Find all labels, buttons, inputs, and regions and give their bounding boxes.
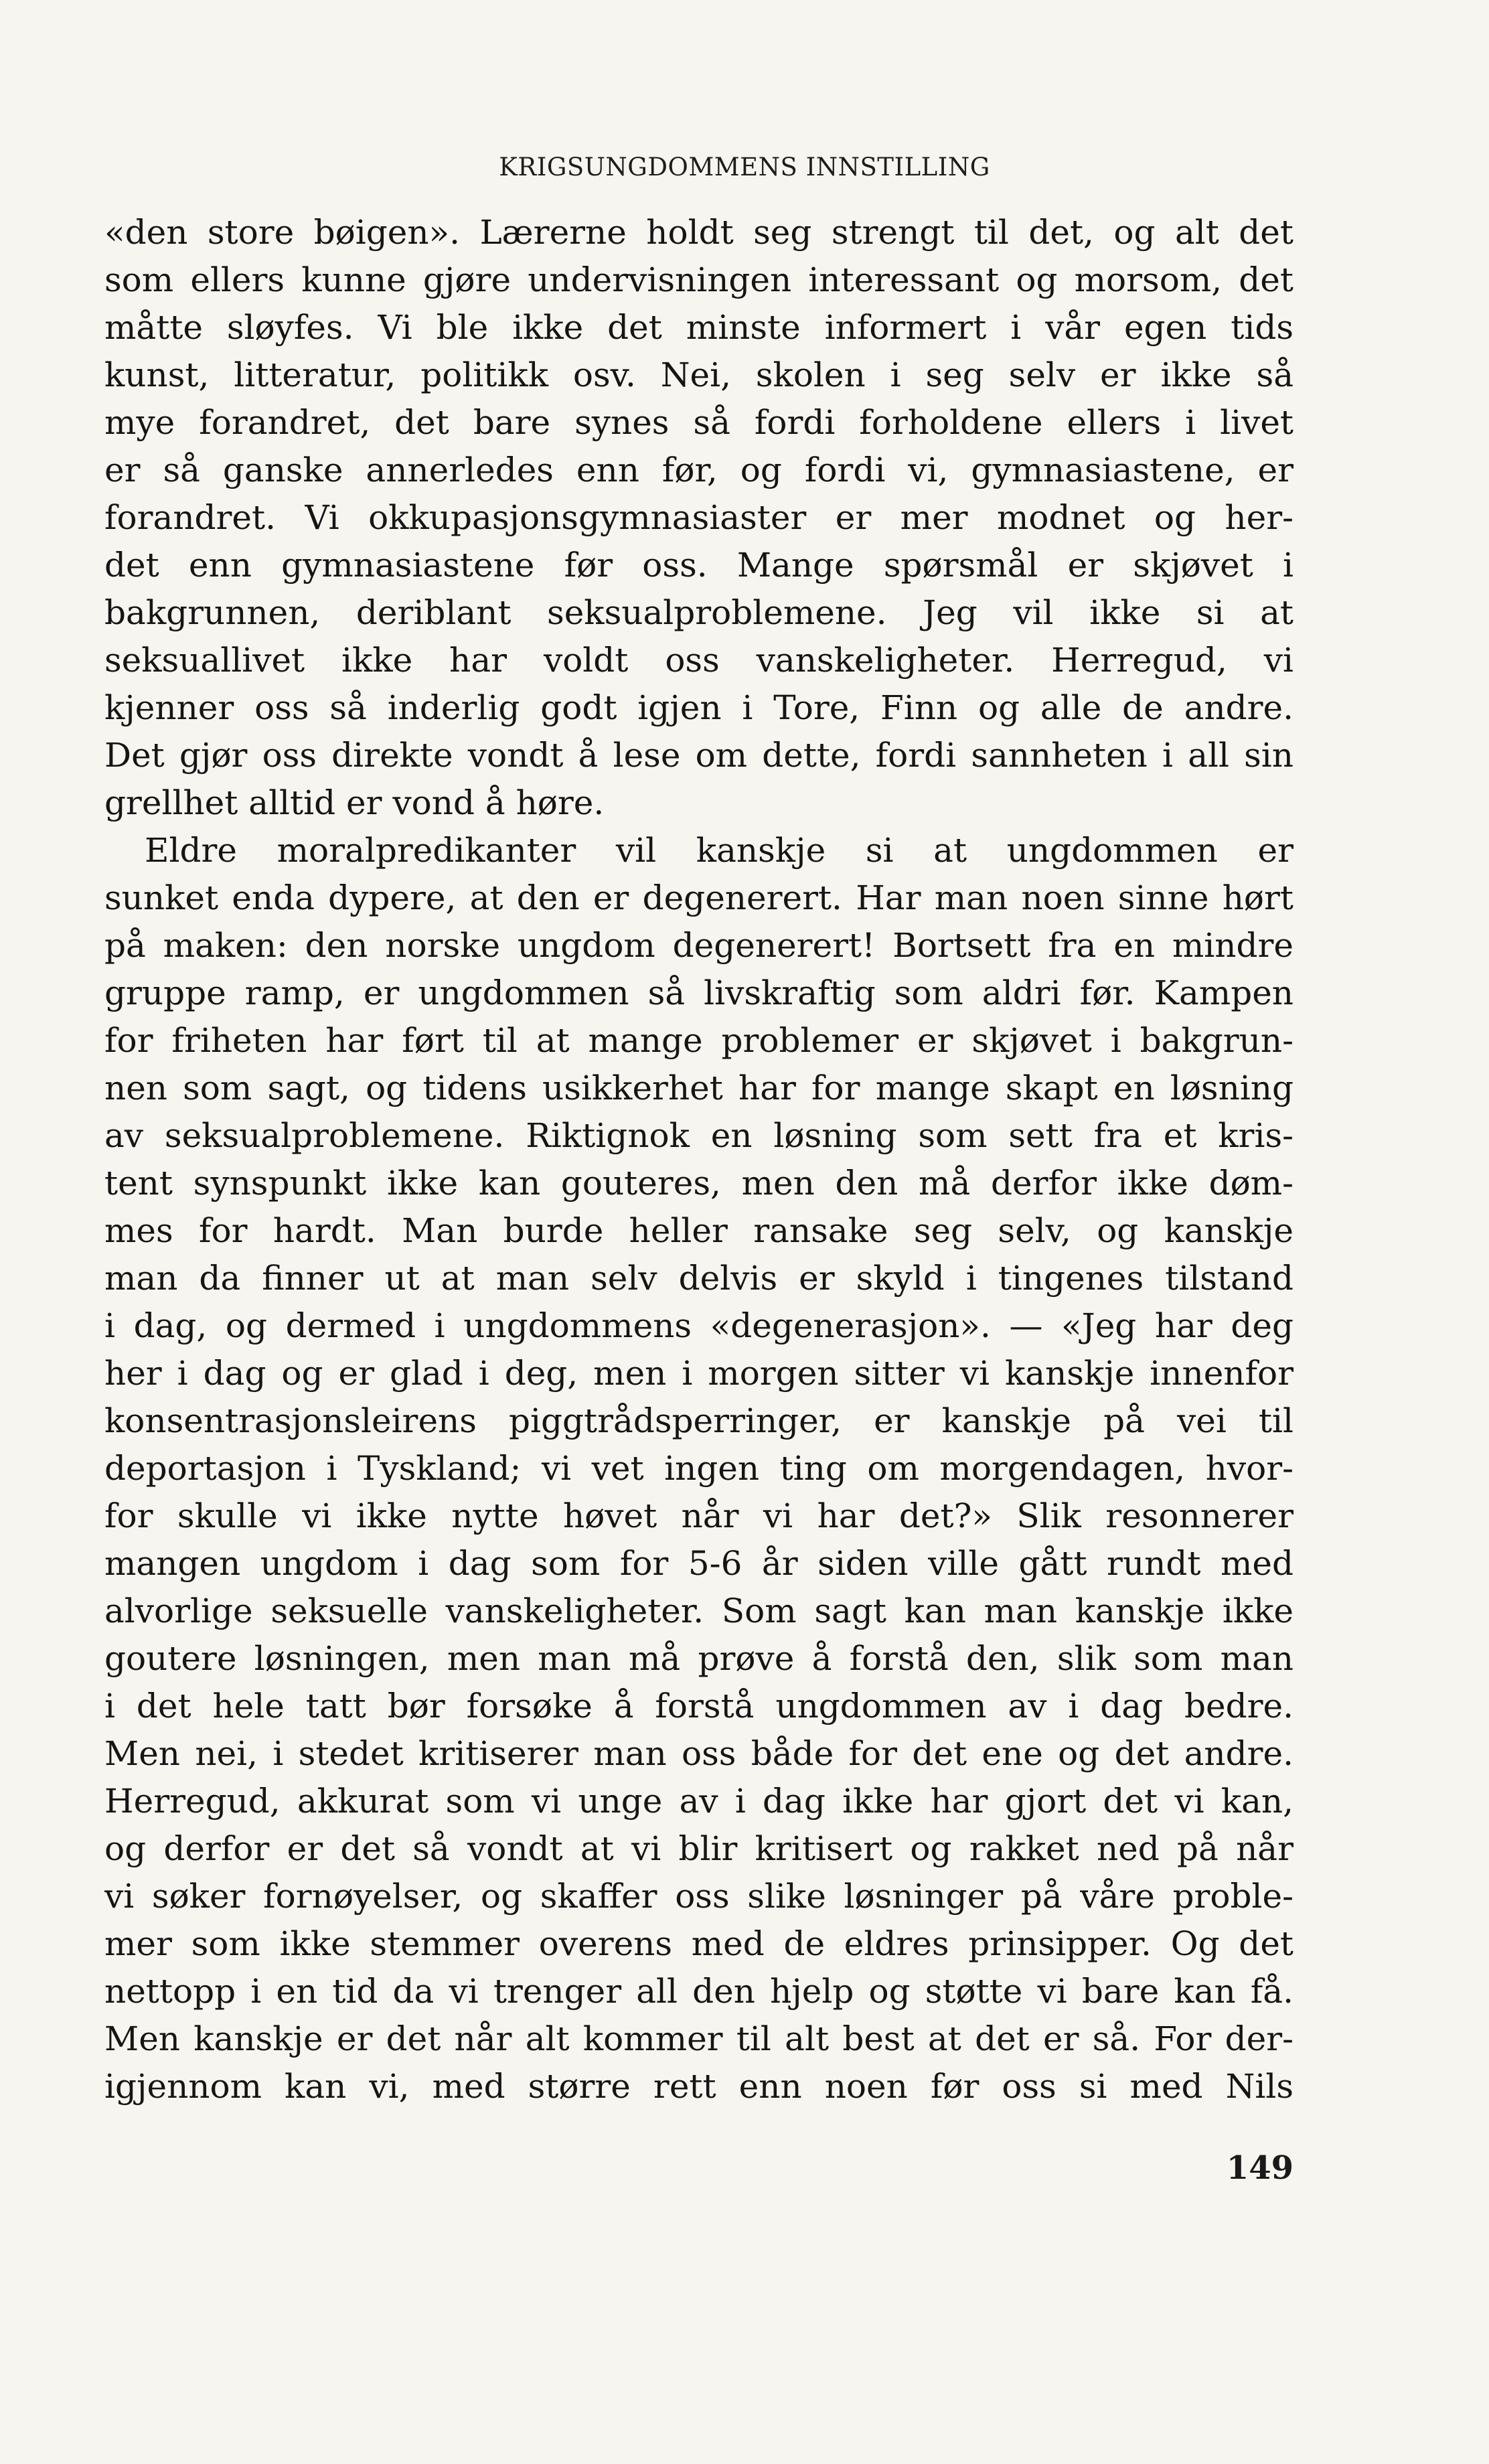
text-line: Eldre moralpredikanter vil kanskje si at ungdommen er — [145, 831, 1294, 870]
paragraph-1 — [104, 209, 1294, 827]
text-line: deportasjon i Tyskland; vi vet ingen ting om morgendagen, hvor- — [104, 1449, 1294, 1488]
text-line: for skulle vi ikke nytte høvet når vi har det?» Slik resonnerer — [104, 1496, 1294, 1535]
text-line: på maken: den norske ungdom degenerert! Bortsett fra en mindre — [104, 926, 1294, 965]
text-line: og derfor er det så vondt at vi blir kritisert og rakket ned på når — [104, 1829, 1294, 1868]
text-line: som ellers kunne gjøre undervisningen interessant og morsom, det — [104, 260, 1294, 299]
text-line: alvorlige seksuelle vanskeligheter. Som sagt kan man kanskje ikke — [104, 1592, 1294, 1630]
text-line: i det hele tatt bør forsøke å forstå ungdommen av i dag bedre. — [104, 1687, 1294, 1725]
running-head: KRIGSUNGDOMMENS INNSTILLING — [499, 153, 990, 181]
text-line: bakgrunnen, deriblant seksualproblemene. Jeg vil ikke si at — [104, 593, 1294, 632]
text-line: sunket enda dypere, at den er degenerert. Har man noen sinne hørt — [104, 878, 1294, 917]
text-line: det enn gymnasiastene før oss. Mange spørsmål er skjøvet i — [104, 546, 1294, 585]
text-line: tent synspunkt ikke kan gouteres, men den må derfor ikke døm- — [104, 1164, 1294, 1203]
text-line: konsentrasjonsleirens piggtrådsperringer, er kanskje på vei til — [104, 1401, 1294, 1440]
text-line: mye forandret, det bare synes så fordi forholdene ellers i livet — [104, 403, 1294, 442]
paragraph-2 — [104, 827, 1294, 2110]
text-line: grellhet alltid er vond å høre. — [104, 783, 605, 822]
text-line: kunst, litteratur, politikk osv. Nei, skolen i seg selv er ikke så — [104, 356, 1294, 394]
text-line: mes for hardt. Man burde heller ransake seg selv, og kanskje — [104, 1211, 1294, 1250]
text-line: seksuallivet ikke har voldt oss vanskeligheter. Herregud, vi — [104, 641, 1294, 680]
text-line: mer som ikke stemmer overens med de eldres prinsipper. Og det — [104, 1924, 1294, 1963]
text-line: «den store bøigen». Lærerne holdt seg strengt til det, og alt det — [104, 213, 1294, 252]
text-line: i dag, og dermed i ungdommens «degenerasjon». — «Jeg har deg — [104, 1306, 1294, 1345]
text-line: vi søker fornøyelser, og skaffer oss slike løsninger på våre proble- — [104, 1877, 1294, 1916]
text-line: er så ganske annerledes enn før, og fordi vi, gymnasiastene, er — [104, 451, 1294, 489]
text-line: mangen ungdom i dag som for 5-6 år siden ville gått rundt med — [104, 1544, 1294, 1583]
text-line: forandret. Vi okkupasjonsgymnasiaster er mer modnet og her- — [104, 498, 1294, 537]
text-line: Men nei, i stedet kritiserer man oss både for det ene og det andre. — [104, 1734, 1294, 1773]
text-line: Herregud, akkurat som vi unge av i dag ikke har gjort det vi kan, — [104, 1782, 1294, 1821]
text-line: Det gjør oss direkte vondt å lese om dette, fordi sannheten i all sin — [104, 736, 1294, 775]
text-line: kjenner oss så inderlig godt igjen i Tore, Finn og alle de andre. — [104, 688, 1294, 727]
text-line: man da finner ut at man selv delvis er skyld i tingenes tilstand — [104, 1259, 1294, 1298]
text-line: måtte sløyfes. Vi ble ikke det minste informert i vår egen tids — [104, 308, 1294, 347]
body-text — [104, 209, 1294, 2110]
page-number: 149 — [1226, 2149, 1294, 2187]
text-line: for friheten har ført til at mange problemer er skjøvet i bakgrun- — [104, 1021, 1294, 1060]
text-line: goutere løsningen, men man må prøve å forstå den, slik som man — [104, 1639, 1294, 1678]
text-line: igjennom kan vi, med større rett enn noen før oss si med Nils — [104, 2067, 1294, 2106]
text-line: nen som sagt, og tidens usikkerhet har for mange skapt en løsning — [104, 1069, 1294, 1107]
text-line: Men kanskje er det når alt kommer til alt best at det er så. For der- — [104, 2019, 1294, 2058]
text-line: nettopp i en tid da vi trenger all den hjelp og støtte vi bare kan få. — [104, 1972, 1294, 2011]
text-line: her i dag og er glad i deg, men i morgen sitter vi kanskje innenfor — [104, 1354, 1294, 1393]
text-line: gruppe ramp, er ungdommen så livskraftig som aldri før. Kampen — [104, 974, 1294, 1012]
text-line: av seksualproblemene. Riktignok en løsning som sett fra et kris- — [104, 1116, 1294, 1155]
